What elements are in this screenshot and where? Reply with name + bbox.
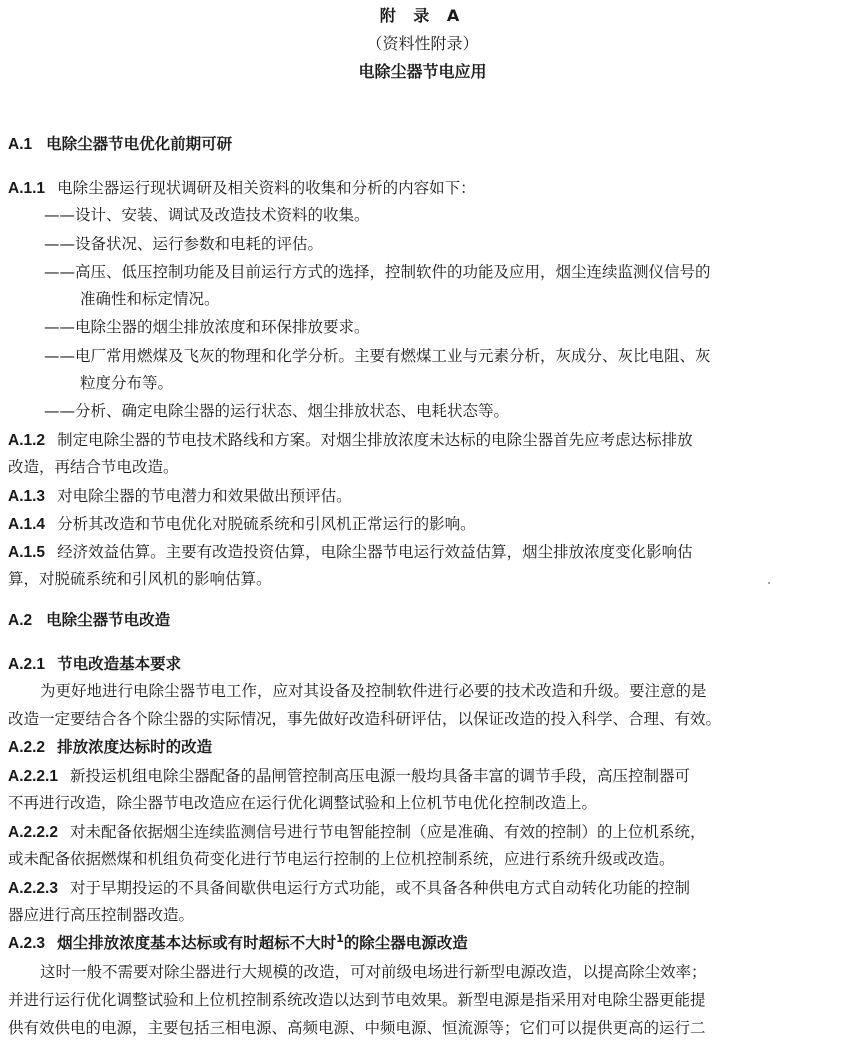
clause-number: A.2.1: [8, 656, 46, 673]
clause-a21-heading: [8, 651, 181, 678]
clause-continuation: 器应进行高压控制器改造。: [8, 906, 195, 924]
clause-continuation: 或未配备依据燃煤和机组负荷变化进行节电运行控制的上位机控制系统，应进行系统升级或改造。: [8, 850, 675, 868]
clause-number: A.1.2: [8, 432, 46, 449]
clause-number: A.2.3: [8, 935, 46, 952]
clause-text: 制定电除尘器的节电技术路线和方案。对烟尘排放浓度未达标的电除尘器首先应考虑达标排放: [57, 431, 693, 449]
section-title: 电除尘器节电优化前期可研: [46, 135, 233, 153]
appendix-title: 电除尘器节电应用: [358, 62, 487, 81]
clause-number: A.1.4: [8, 516, 46, 533]
paragraph-line: 改造一定要结合各个除尘器的实际情况，事先做好改造科研评估，以保证改造的投入科学、合理、有效。: [8, 710, 722, 728]
clause-continuation: 不再进行改造，除尘器节电改造应在运行优化调整试验和上位机节电优化控制改造上。: [8, 794, 598, 812]
footnote-marker: 1: [336, 931, 344, 945]
scan-speck: [768, 582, 770, 584]
clause-a15: [8, 539, 693, 566]
clause-title: 节电改造基本要求: [57, 655, 182, 673]
clause-number: A.2.2: [8, 739, 46, 756]
list-item-continuation: 粒度分布等。: [80, 374, 174, 392]
clause-a221: [8, 763, 690, 790]
clause-a14: [8, 511, 476, 538]
clause-text: 对于早期投运的不具备间歇供电运行方式功能，或不具备各种供电方式自动转化功能的控制: [69, 879, 690, 897]
clause-continuation: 改造，再结合节电改造。: [8, 458, 179, 476]
clause-a13: [8, 483, 352, 510]
clause-title: 排放浓度达标时的改造: [57, 738, 213, 756]
clause-a11: [8, 175, 476, 202]
section-a2-heading: [8, 607, 170, 634]
clause-title-suffix: 的除尘器电源改造: [343, 934, 468, 952]
clause-text: 分析其改造和节电优化对脱硫系统和引风机正常运行的影响。: [57, 515, 476, 533]
appendix-heading: 附 录 A: [379, 6, 466, 25]
appendix-type: （资料性附录）: [366, 34, 479, 53]
clause-text: 经济效益估算。主要有改造投资估算，电除尘器节电运行效益估算，烟尘排放浓度变化影响估: [57, 543, 693, 561]
clause-number: A.1.5: [8, 544, 46, 561]
list-item: ——电除尘器的烟尘排放浓度和环保排放要求。: [44, 318, 370, 336]
list-item: ——分析、确定电除尘器的运行状态、烟尘排放状态、电耗状态等。: [44, 402, 510, 420]
clause-text: 新投运机组电除尘器配备的晶闸管控制高压电源一般均具备丰富的调节手段，高压控制器可: [69, 767, 690, 785]
paragraph-line: 为更好地进行电除尘器节电工作，应对其设备及控制软件进行必要的技术改造和升级。要注意的是: [40, 682, 707, 700]
clause-a22-heading: [8, 734, 212, 761]
clause-number: A.2.2.1: [8, 768, 58, 785]
list-item-continuation: 准确性和标定情况。: [80, 290, 220, 308]
clause-a222: [8, 819, 706, 846]
clause-a223: [8, 875, 690, 902]
clause-title: 烟尘排放浓度基本达标或有时超标不大时: [57, 934, 337, 952]
list-item: ——设计、安装、调试及改造技术资料的收集。: [44, 206, 370, 224]
paragraph-line: 并进行运行优化调整试验和上位机控制系统改造以达到节电效果。新型电源是指采用对电除尘器更能提: [8, 991, 706, 1009]
clause-text: 对未配备依据烟尘连续监测信号进行节电智能控制（应是准确、有效的控制）的上位机系统，: [69, 823, 706, 841]
section-number: A.1: [8, 136, 33, 153]
section-number: A.2: [8, 612, 33, 629]
clause-number: A.2.2.3: [8, 880, 58, 897]
clause-text: 对电除尘器的节电潜力和效果做出预评估。: [57, 487, 352, 505]
clause-text: 电除尘器运行现状调研及相关资料的收集和分析的内容如下：: [57, 179, 476, 197]
clause-a12: [8, 427, 693, 454]
paragraph-line: 供有效供电的电源，主要包括三相电源、高频电源、中频电源、恒流源等；它们可以提供更高的运行二: [8, 1019, 706, 1037]
clause-number: A.1.3: [8, 488, 46, 505]
list-item: ——高压、低压控制功能及目前运行方式的选择，控制软件的功能及应用，烟尘连续监测仪信号的: [44, 263, 711, 281]
clause-a23-heading: [8, 930, 468, 957]
list-item: ——设备状况、运行参数和电耗的评估。: [44, 235, 324, 253]
section-title: 电除尘器节电改造: [46, 611, 171, 629]
clause-continuation: 算，对脱硫系统和引风机的影响估算。: [8, 570, 272, 588]
section-a1-heading: [8, 131, 232, 158]
paragraph-line: 这时一般不需要对除尘器进行大规模的改造，可对前级电场进行新型电源改造，以提高除尘效率；: [40, 963, 707, 981]
clause-number: A.2.2.2: [8, 824, 58, 841]
list-item: ——电厂常用燃煤及飞灰的物理和化学分析。主要有燃煤工业与元素分析，灰成分、灰比电阻、灰: [44, 347, 711, 365]
clause-number: A.1.1: [8, 180, 46, 197]
